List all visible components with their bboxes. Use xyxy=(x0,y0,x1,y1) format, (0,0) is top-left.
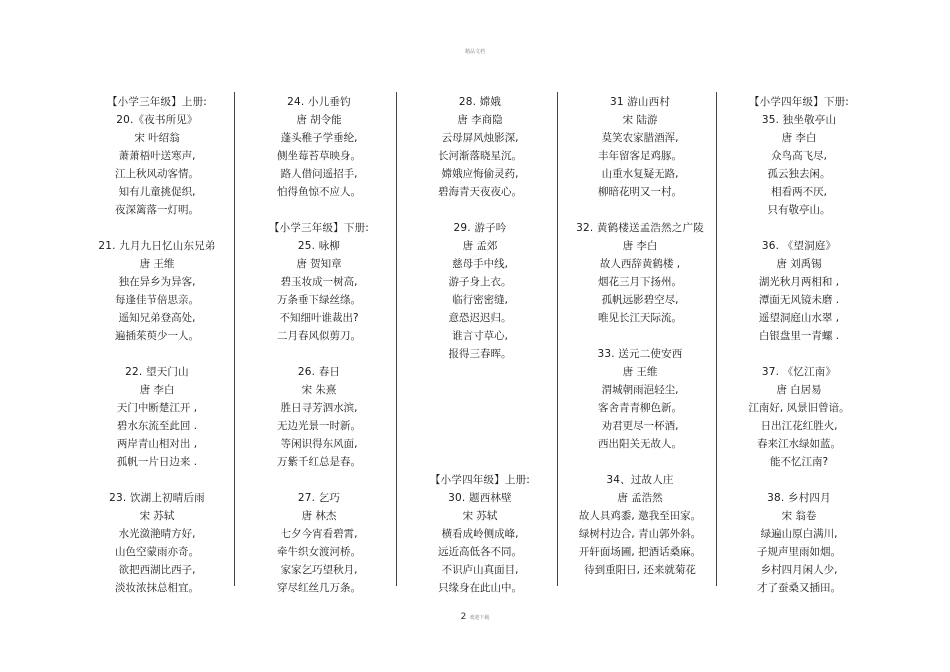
poem-line: 蓬头稚子学垂纶, xyxy=(280,132,358,144)
poem-line: 乡村四月闲人少, xyxy=(760,564,838,576)
poem-line: 山色空蒙雨亦奇。 xyxy=(115,546,199,558)
poem-author: 宋 朱熹 xyxy=(301,384,337,396)
poem-line: 渭城朝雨浥轻尘, xyxy=(601,384,679,396)
poem-title: 34、过故人庄 xyxy=(606,474,674,486)
poem-author: 唐 刘禹锡 xyxy=(776,258,822,270)
poem-author: 唐 李白 xyxy=(781,132,817,144)
grade-section-heading: 【小学三年级】上册: xyxy=(106,96,208,108)
grade-section-heading: 【小学三年级】下册: xyxy=(268,222,370,234)
poem-author: 宋 苏轼 xyxy=(139,510,175,522)
poem-line: 七夕今宵看碧霄, xyxy=(280,528,358,540)
poem-line: 长河渐落晓星沉。 xyxy=(438,150,522,162)
poem-line: 临行密密缝, xyxy=(452,294,508,306)
poem-line: 众鸟高飞尽, xyxy=(771,150,827,162)
poem-line: 孤帆远影碧空尽, xyxy=(601,294,679,306)
poem-column-2 xyxy=(244,93,394,597)
poem-line: 日出江花红胜火, xyxy=(760,420,838,432)
poem-line: 故人具鸡黍, 邀我至田家。 xyxy=(578,510,702,522)
poem-title: 36. 《望洞庭》 xyxy=(761,240,837,252)
poem-line: 横看成岭侧成峰, xyxy=(441,528,519,540)
poem-line: 水光潋滟晴方好, xyxy=(118,528,196,540)
poem-title: 22. 望天门山 xyxy=(125,366,189,378)
grade-section-heading: 【小学四年级】下册: xyxy=(748,96,850,108)
poem-line: 万紫千红总是春。 xyxy=(277,456,361,468)
poem-title: 32. 黄鹤楼送孟浩然之广陵 xyxy=(576,222,704,234)
poem-title: 27. 乞巧 xyxy=(297,492,341,504)
poem-line: 遍插茱萸少一人。 xyxy=(115,330,199,342)
page-header: 精品文档 xyxy=(464,49,485,55)
poem-line: 胜日寻芳泗水滨, xyxy=(280,402,358,414)
poem-line: 柳暗花明又一村。 xyxy=(598,186,682,198)
poem-line: 二月春风似剪刀。 xyxy=(277,330,361,342)
poem-line: 劝君更尽一杯酒, xyxy=(601,420,679,432)
poem-author: 唐 孟郊 xyxy=(462,240,498,252)
poem-line: 谁言寸草心, xyxy=(452,330,508,342)
footer-label: 欢迎下载 xyxy=(469,615,490,621)
column-divider xyxy=(716,92,717,586)
poem-line: 碧玉妆成一树高, xyxy=(280,276,358,288)
poem-title: 26. 春日 xyxy=(297,366,341,378)
poem-author: 唐 孟浩然 xyxy=(617,492,663,504)
poem-title: 35. 独坐敬亭山 xyxy=(761,114,837,126)
poem-line: 山重水复疑无路, xyxy=(601,168,679,180)
poem-title: 33. 送元二使安西 xyxy=(597,348,683,360)
poem-title: 37. 《忆江南》 xyxy=(761,366,837,378)
page-number: 2 xyxy=(460,612,467,622)
poem-author: 唐 贺知章 xyxy=(296,258,342,270)
poem-line: 万条垂下绿丝绦。 xyxy=(277,294,361,306)
poem-title: 28. 嫦娥 xyxy=(458,96,502,108)
poem-author: 唐 胡令能 xyxy=(296,114,342,126)
poem-author: 宋 叶绍翁 xyxy=(134,132,180,144)
poem-line: 报得三春晖。 xyxy=(448,348,512,360)
poem-line: 只缘身在此山中。 xyxy=(438,582,522,594)
poem-line: 只有敬亭山。 xyxy=(767,204,831,216)
poem-line: 遥望洞庭山水翠 , xyxy=(758,312,840,324)
poem-line: 唯见长江天际流。 xyxy=(598,312,682,324)
poem-line: 春来江水绿如蓝。 xyxy=(757,438,841,450)
poem-line: 无边光景一时新。 xyxy=(277,420,361,432)
column-divider xyxy=(557,92,558,586)
poem-line: 不知细叶谁裁出? xyxy=(279,312,359,324)
poem-line: 能不忆江南? xyxy=(769,456,829,468)
poem-title: 29. 游子吟 xyxy=(453,222,507,234)
poem-line: 客舍青青柳色新。 xyxy=(598,402,682,414)
poem-author: 宋 陆游 xyxy=(622,114,658,126)
poem-line: 欲把西湖比西子, xyxy=(118,564,196,576)
column-divider xyxy=(396,92,397,586)
poem-line: 莫笑农家腊酒浑, xyxy=(601,132,679,144)
poem-title: 23. 饮湖上初晴后雨 xyxy=(109,492,205,504)
poem-line: 萧萧梧叶送寒声, xyxy=(118,150,196,162)
poem-line: 不识庐山真面目, xyxy=(441,564,519,576)
column-divider xyxy=(234,92,235,586)
poem-line: 穿尽红丝几万条。 xyxy=(277,582,361,594)
poem-line: 意恐迟迟归。 xyxy=(448,312,512,324)
poem-line: 故人西辞黄鹤楼 , xyxy=(599,258,681,270)
poem-line: 绿遍山原白满川, xyxy=(760,528,838,540)
poem-line: 绿树村边合, 青山郭外斜。 xyxy=(578,528,702,540)
page-footer xyxy=(0,612,950,622)
poem-line: 远近高低各不同。 xyxy=(438,546,522,558)
poem-line: 白银盘里一青螺 . xyxy=(758,330,840,342)
poem-line: 子规声里雨如烟。 xyxy=(757,546,841,558)
poem-line: 碧海青天夜夜心。 xyxy=(438,186,522,198)
poem-line: 江上秋风动客情。 xyxy=(115,168,199,180)
poem-author: 唐 林杰 xyxy=(301,510,337,522)
poem-author: 唐 李白 xyxy=(622,240,658,252)
poem-line: 潭面无风镜未磨 . xyxy=(758,294,840,306)
poem-line: 孤云独去闲。 xyxy=(767,168,831,180)
poem-title: 20.《夜书所见》 xyxy=(116,114,198,126)
poem-title: 25. 咏柳 xyxy=(297,240,341,252)
poem-author: 唐 白居易 xyxy=(776,384,822,396)
poem-line: 江南好, 风景旧曾谙。 xyxy=(748,402,850,414)
poem-line: 才了蚕桑又插田。 xyxy=(757,582,841,594)
poem-line: 游子身上衣。 xyxy=(448,276,512,288)
poem-column-4 xyxy=(565,93,715,579)
poem-line: 侧坐莓苔草映身。 xyxy=(277,150,361,162)
poem-line: 遥知兄弟登高处, xyxy=(118,312,196,324)
poem-line: 独在异乡为异客, xyxy=(118,276,196,288)
poem-line: 牵牛织女渡河桥。 xyxy=(277,546,361,558)
poem-title: 21. 九月九日忆山东兄弟 xyxy=(98,240,216,252)
poem-line: 淡妆浓抹总相宜。 xyxy=(115,582,199,594)
poem-line: 两岸青山相对出 , xyxy=(116,438,198,450)
poem-author: 唐 李商隐 xyxy=(457,114,503,126)
poem-author: 唐 李白 xyxy=(139,384,175,396)
poem-line: 开轩面场圃, 把酒话桑麻。 xyxy=(578,546,702,558)
poem-line: 每逢佳节倍思亲。 xyxy=(115,294,199,306)
poem-title: 30. 题西林壁 xyxy=(448,492,512,504)
poem-line: 碧水东流至此回 . xyxy=(116,420,198,432)
poem-title: 38. 乡村四月 xyxy=(767,492,831,504)
poem-line: 路人借问遥招手, xyxy=(280,168,358,180)
poem-column-1 xyxy=(82,93,232,597)
poem-line: 丰年留客足鸡豚。 xyxy=(598,150,682,162)
poem-line: 孤帆一片日边来 . xyxy=(116,456,198,468)
poem-line: 湖光秋月两相和 , xyxy=(758,276,840,288)
poem-line: 云母屏风烛影深, xyxy=(441,132,519,144)
poem-line: 西出阳关无故人。 xyxy=(598,438,682,450)
poem-title: 31 游山西村 xyxy=(609,96,671,108)
poem-author: 唐 王维 xyxy=(139,258,175,270)
poem-line: 怕得鱼惊不应人。 xyxy=(277,186,361,198)
poem-column-3 xyxy=(405,93,555,597)
poem-line: 等闲识得东风面, xyxy=(280,438,358,450)
poem-line: 夜深篱落一灯明。 xyxy=(115,204,199,216)
poem-line: 慈母手中线, xyxy=(452,258,508,270)
poem-author: 宋 苏轼 xyxy=(462,510,498,522)
poem-line: 烟花三月下扬州。 xyxy=(598,276,682,288)
poem-line: 相看两不厌, xyxy=(771,186,827,198)
poem-line: 待到重阳日, 还来就菊花 xyxy=(584,564,696,576)
poem-column-5 xyxy=(724,93,874,597)
poem-title: 24. 小儿垂钓 xyxy=(287,96,351,108)
poem-line: 知有儿童挑促织, xyxy=(118,186,196,198)
poem-line: 天门中断楚江开 , xyxy=(116,402,198,414)
poem-author: 宋 翁卷 xyxy=(781,510,817,522)
poem-line: 家家乞巧望秋月, xyxy=(280,564,358,576)
grade-section-heading: 【小学四年级】上册: xyxy=(429,474,531,486)
poem-author: 唐 王维 xyxy=(622,366,658,378)
poem-line: 嫦娥应悔偷灵药, xyxy=(441,168,519,180)
